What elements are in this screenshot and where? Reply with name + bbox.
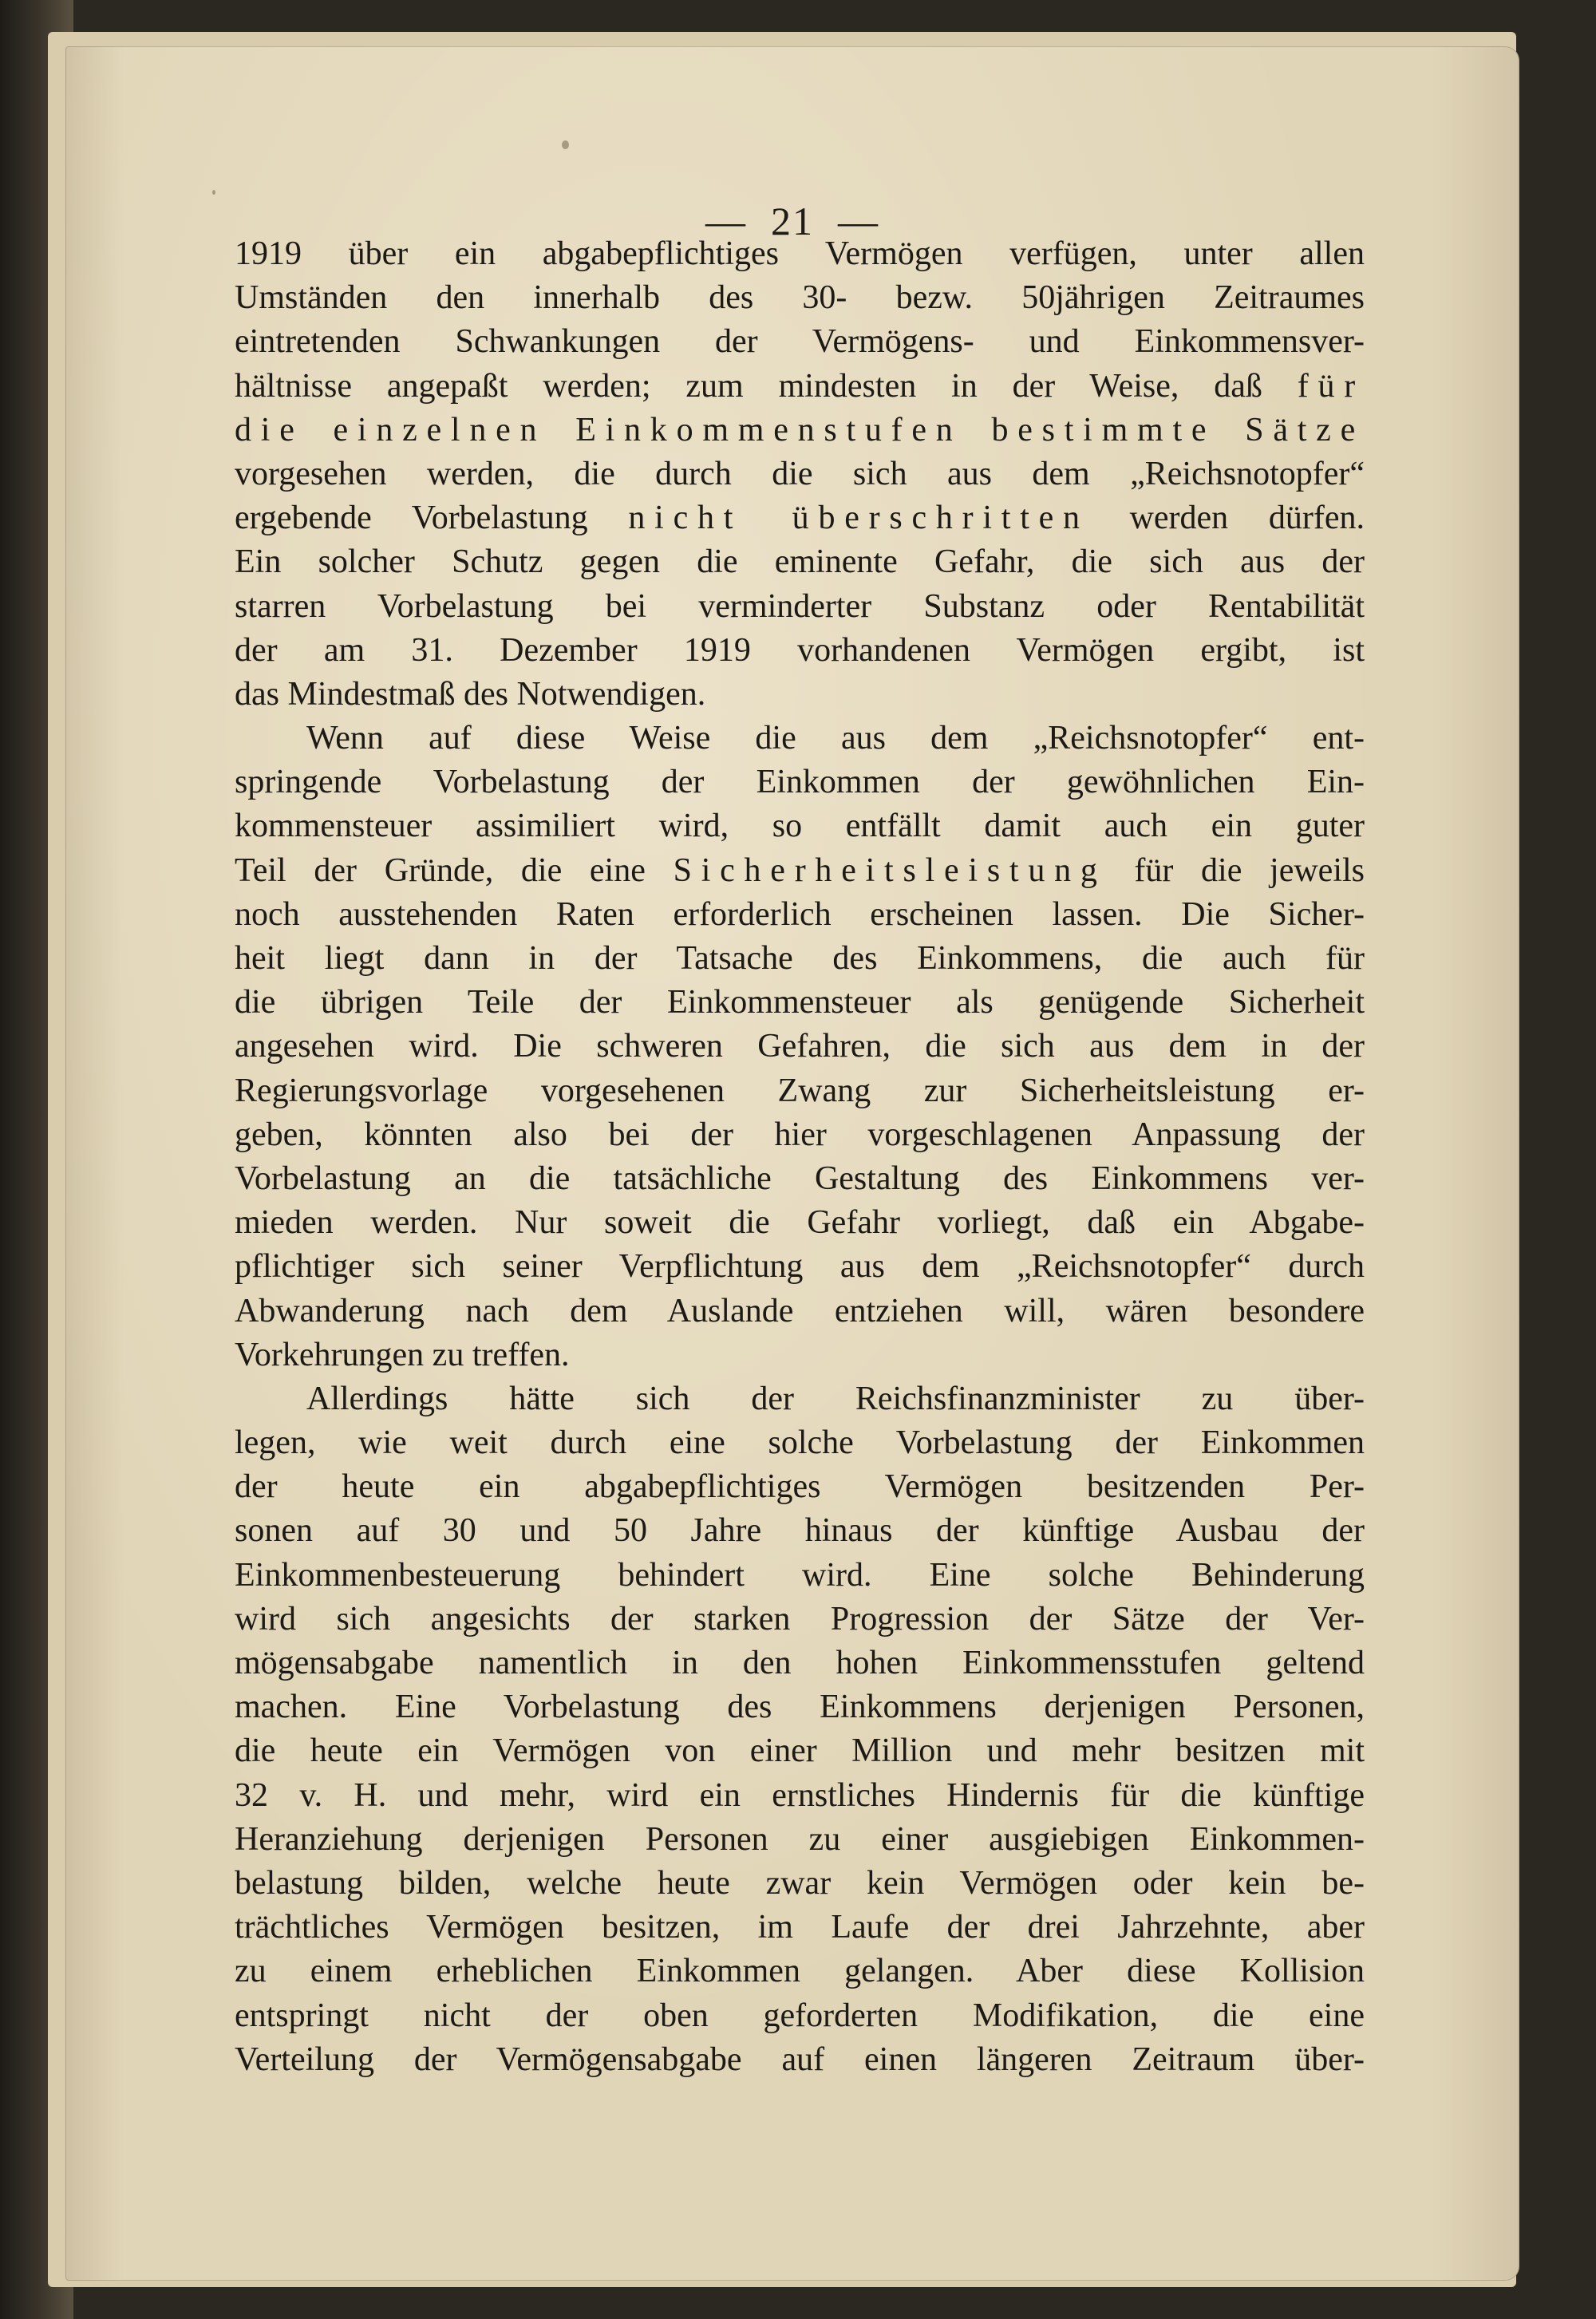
text-line: trächtliches Vermögen besitzen, im Laufe der drei Jahrzehnte, aber <box>235 1909 1365 1946</box>
body-text <box>235 232 1365 2082</box>
text-line: zu einem erheblichen Einkommen gelangen. Aber diese Kollision <box>235 1953 1365 1990</box>
text-segment: ergebende Vorbelastung <box>235 500 588 537</box>
text-line-paragraph-start: Allerdings hätte sich der Reichsfinanzminister zu über- <box>306 1380 1365 1417</box>
text-line: sonen auf 30 und 50 Jahre hinaus der künftige Ausbau der <box>235 1512 1365 1550</box>
text-line: springende Vorbelastung der Einkommen der gewöhnlichen Ein- <box>235 764 1365 801</box>
text-segment: Teil der Gründe, die eine <box>235 851 646 889</box>
text-line <box>235 849 1365 893</box>
text-line: mögensabgabe namentlich in den hohen Einkommensstufen geltend <box>235 1645 1365 1681</box>
text-line: mieden werden. Nur soweit die Gefahr vorliegt, daß ein Abgabe- <box>235 1204 1365 1242</box>
text-line: Abwanderung nach dem Auslande entziehen will, wären besondere <box>235 1292 1365 1329</box>
emphasized-text: nicht überschritten <box>628 500 1089 537</box>
text-line: starren Vorbelastung bei verminderter Substanz oder Rentabilität <box>235 587 1365 625</box>
text-line: noch ausstehenden Raten erforderlich erscheinen lassen. Die Sicher- <box>235 895 1365 933</box>
text-line: Heranziehung derjenigen Personen zu einer ausgiebigen Einkommen- <box>235 1820 1365 1858</box>
text-line: 32 v. H. und mehr, wird ein ernstliches Hindernis für die künftige <box>235 1776 1365 1814</box>
text-line-emphasized: die einzelnen Einkommenstufen bestimmte Sätze <box>235 411 1365 448</box>
text-line: legen, wie weit durch eine solche Vorbelastung der Einkommen <box>235 1424 1365 1462</box>
page-number-value: 21 <box>771 199 814 243</box>
page-number-dash-left: — <box>705 199 747 243</box>
text-line-paragraph-start: Wenn auf diese Weise die aus dem „Reichsnotopfer“ ent- <box>306 720 1365 757</box>
text-segment: hältnisse angepaßt werden; zum mindesten in der Weise, daß <box>235 367 1262 405</box>
text-segment: für die jeweils <box>1134 851 1365 889</box>
text-line: Vorbelastung an die tatsächliche Gestaltung des Einkommens ver- <box>235 1160 1365 1197</box>
text-line-paragraph-end: Vorkehrungen zu treffen. <box>235 1336 570 1373</box>
text-line: Umständen den innerhalb des 30- bezw. 50jährigen Zeitraumes <box>235 279 1365 317</box>
text-segment: werden dürfen. <box>1129 500 1365 537</box>
text-line: pflichtiger sich seiner Verpflichtung aus dem „Reichsnotopfer“ durch <box>235 1248 1365 1286</box>
text-line <box>235 496 1365 540</box>
text-line: Ein solcher Schutz gegen die eminente Gefahr, die sich aus der <box>235 543 1365 581</box>
text-line: vorgesehen werden, die durch die sich aus dem „Reichsnotopfer“ <box>235 455 1365 492</box>
text-line: wird sich angesichts der starken Progression der Sätze der Ver- <box>235 1600 1365 1638</box>
text-line: heit liegt dann in der Tatsache des Einkommens, die auch für <box>235 940 1365 977</box>
foxing-mark <box>212 190 215 195</box>
text-line: geben, könnten also bei der hier vorgeschlagenen Anpassung der <box>235 1116 1365 1153</box>
text-line: belastung bilden, welche heute zwar kein Vermögen oder kein be- <box>235 1864 1365 1902</box>
page-number-dash-right: — <box>838 199 879 243</box>
text-line: Regierungsvorlage vorgesehenen Zwang zur Sicherheitsleistung er- <box>235 1072 1365 1109</box>
text-line: eintretenden Schwankungen der Vermögens- und Einkommensver- <box>235 323 1365 361</box>
text-line: der heute ein abgabepflichtiges Vermögen besitzenden Per- <box>235 1468 1365 1506</box>
text-line <box>235 365 1365 409</box>
text-line: die heute ein Vermögen von einer Million und mehr besitzen mit <box>235 1732 1365 1770</box>
text-line: angesehen wird. Die schweren Gefahren, die sich aus dem in der <box>235 1028 1365 1065</box>
text-line: Einkommenbesteuerung behindert wird. Eine solche Behinderung <box>235 1556 1365 1594</box>
text-line: kommensteuer assimiliert wird, so entfällt damit auch ein guter <box>235 808 1365 845</box>
emphasized-text: für <box>1297 367 1365 405</box>
text-line: die übrigen Teile der Einkommensteuer als genügende Sicherheit <box>235 984 1365 1021</box>
text-line: entspringt nicht der oben geforderten Modifikation, die eine <box>235 1997 1365 2034</box>
text-line: machen. Eine Vorbelastung des Einkommens derjenigen Personen, <box>235 1689 1365 1726</box>
text-line-paragraph-end: das Mindestmaß des Notwendigen. <box>235 675 706 713</box>
emphasized-text: Sicherheitsleistung <box>673 851 1107 889</box>
text-line: der am 31. Dezember 1919 vorhandenen Vermögen ergibt, ist <box>235 631 1365 669</box>
foxing-mark <box>562 140 569 149</box>
text-line: Verteilung der Vermögensabgabe auf einen längeren Zeitraum über- <box>235 2040 1365 2078</box>
text-line: 1919 über ein abgabepflichtiges Vermögen verfügen, unter allen <box>235 235 1365 272</box>
